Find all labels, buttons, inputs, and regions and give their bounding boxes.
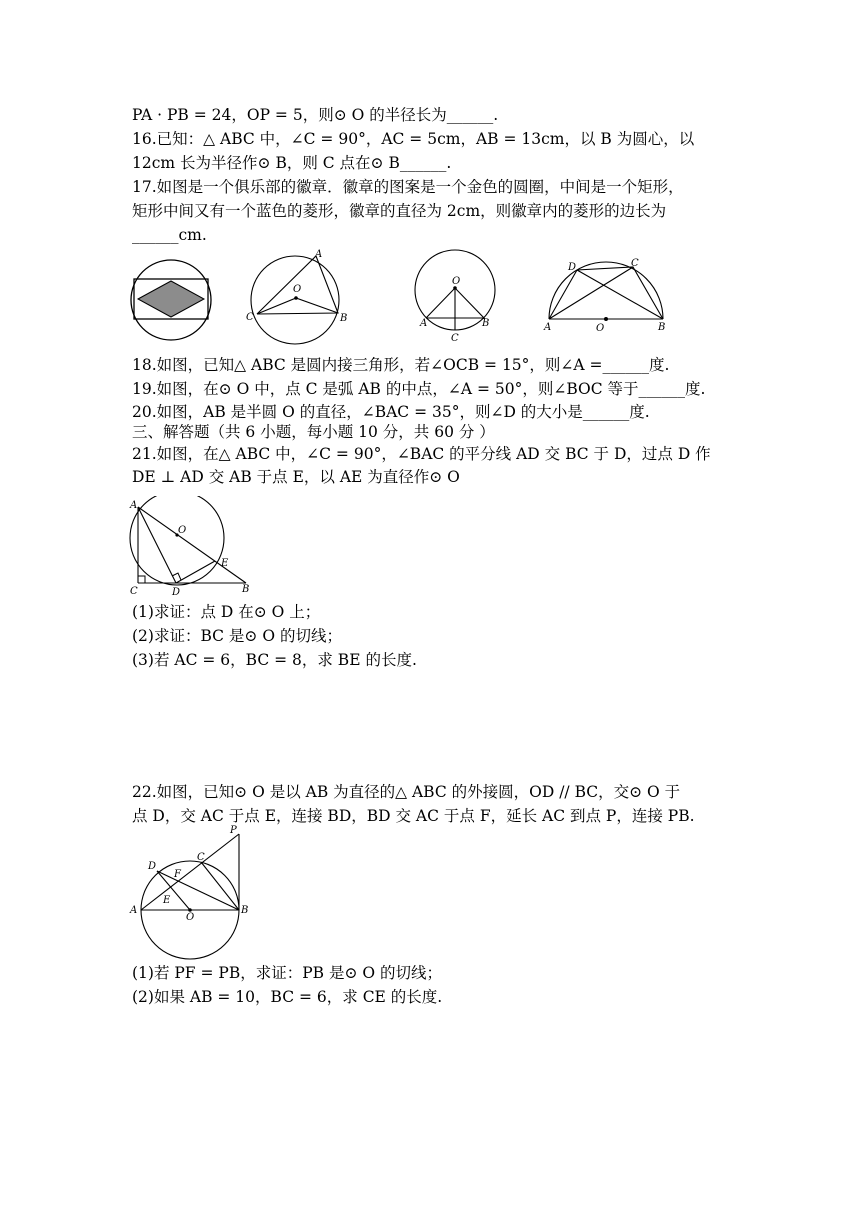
label-A: A — [420, 318, 428, 329]
label-A: A — [130, 500, 138, 511]
label-O: O — [186, 912, 195, 923]
label-O: O — [293, 284, 302, 295]
text-line-q22-part1: (1)若 PF = PB，求证：PB 是⊙ O 的切线； — [132, 964, 443, 982]
label-E: E — [221, 558, 229, 569]
label-D: D — [568, 262, 577, 273]
text-line-q20: 20.如图，AB 是半圆 O 的直径，∠BAC = 35°，则∠D 的大小是______度. — [132, 403, 650, 421]
label-O: O — [452, 276, 461, 287]
text-line-q17-a: 17.如图是一个俱乐部的徽章．徽章的图案是一个金色的圆圈，中间是一个矩形， — [132, 178, 684, 196]
text-line-q17-b: 矩形中间又有一个蓝色的菱形，徽章的直径为 2cm，则徽章内的菱形的边长为 — [132, 202, 667, 220]
text-line-q21-part2: (2)求证：BC 是⊙ O 的切线； — [132, 627, 342, 645]
text-line-q22-b: 点 D，交 AC 于点 E，连接 BD，BD 交 AC 于点 F，延长 AC 到点 P，连接 PB. — [132, 807, 695, 825]
label-E: E — [163, 895, 171, 906]
label-A: A — [130, 905, 138, 916]
text-line-q18: 18.如图，已知△ ABC 是圆内接三角形，若∠OCB = 15°，则∠A =______度. — [132, 356, 670, 374]
label-D: D — [172, 587, 181, 598]
label-B: B — [340, 313, 348, 324]
text-line-q19: 19.如图，在⊙ O 中，点 C 是弧 AB 的中点，∠A = 50°，则∠BOC 等于______度. — [132, 380, 706, 398]
figure-q19-circle — [412, 248, 502, 346]
text-line-q16-a: 16.已知：△ ABC 中，∠C = 90°，AC = 5cm，AB = 13cm，以 B 为圆心，以 — [132, 130, 695, 148]
text-line-q15-tail: PA · PB = 24，OP = 5，则⊙ O 的半径长为______. — [132, 106, 499, 124]
figure-q20-semicircle — [540, 254, 672, 336]
label-C: C — [451, 333, 459, 344]
label-C: C — [130, 586, 138, 597]
text-line-q21-a: 21.如图，在△ ABC 中，∠C = 90°，∠BAC 的平分线 AD 交 BC 于 D，过点 D 作 — [132, 445, 711, 463]
figure-q22 — [126, 822, 256, 962]
label-P: P — [230, 825, 237, 836]
text-line-q22-part2: (2)如果 AB = 10，BC = 6，求 CE 的长度. — [132, 988, 443, 1006]
label-C: C — [197, 852, 205, 863]
label-D: D — [148, 861, 157, 872]
label-A: A — [544, 322, 552, 333]
label-B: B — [241, 905, 249, 916]
label-A: A — [315, 249, 323, 260]
text-line-q17-c: ______cm. — [132, 226, 207, 244]
label-F: F — [174, 869, 181, 880]
text-line-q21-part1: (1)求证：点 D 在⊙ O 上； — [132, 603, 321, 621]
text-line-q16-b: 12cm 长为半径作⊙ B，则 C 点在⊙ B______. — [132, 154, 452, 172]
label-O: O — [596, 323, 605, 334]
text-line-q21-part3: (3)若 AC = 6，BC = 8，求 BE 的长度. — [132, 651, 417, 669]
label-C: C — [246, 312, 254, 323]
figure-q21 — [126, 496, 256, 598]
text-line-q22-a: 22.如图，已知⊙ O 是以 AB 为直径的△ ABC 的外接圆，OD // BC，交⊙ O 于 — [132, 783, 681, 801]
label-B: B — [242, 584, 250, 595]
figure-badge — [128, 258, 214, 344]
label-C: C — [631, 258, 639, 269]
label-B: B — [482, 318, 490, 329]
label-B: B — [658, 322, 666, 333]
text-line-q21-b: DE ⊥ AD 交 AB 于点 E，以 AE 为直径作⊙ O — [132, 468, 460, 486]
section-heading-answers: 三、解答题（共 6 小题，每小题 10 分，共 60 分 ） — [132, 423, 495, 441]
label-O: O — [178, 525, 187, 536]
figure-q18-circle — [244, 246, 348, 350]
